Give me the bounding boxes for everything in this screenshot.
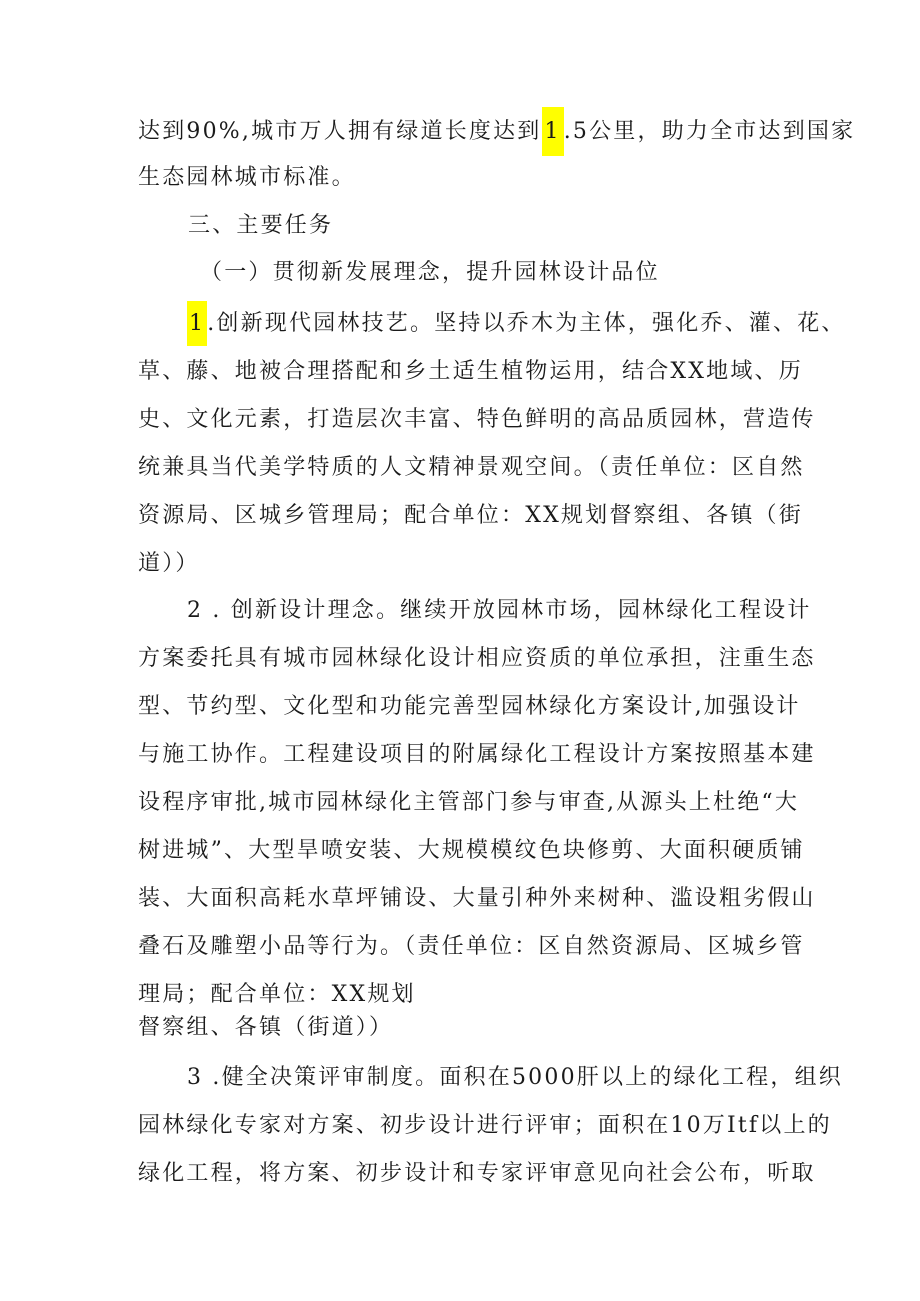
text-line: 3 .健全决策评审制度。面积在5000肝以上的绿化工程，组织 xyxy=(187,1065,843,1090)
text-line xyxy=(187,309,846,339)
text-line: 统兼具当代美学特质的人文精神景观空间。（责任单位：区自然 xyxy=(138,455,805,480)
text-line: 叠石及雕塑小品等行为。（责任单位：区自然资源局、区城乡管 xyxy=(138,934,805,959)
text-run: .创新现代园林技艺。坚持以乔木为主体，强化乔、灌、花、 xyxy=(207,311,846,336)
highlighted-text: 1 xyxy=(187,301,207,346)
text-line: 2 . 创新设计理念。继续开放园林市场，园林绿化工程设计 xyxy=(187,598,812,623)
section-heading: 三、主要任务 xyxy=(188,213,334,238)
text-line: 生态园林城市标准。 xyxy=(138,165,356,190)
text-run: .5公里，助力全市达到国家 xyxy=(563,119,856,144)
text-line: 园林绿化专家对方案、初步设计进行评审；面积在10万Itf以上的 xyxy=(138,1113,832,1138)
subsection-heading: （一）贯彻新发展理念，提升园林设计品位 xyxy=(200,260,660,285)
highlighted-text: 1 xyxy=(542,107,564,156)
text-line: 理局；配合单位：XX规划 xyxy=(138,982,416,1007)
text-line: 树进城”、大型旱喷安装、大规模模纹色块修剪、大面积硬质铺 xyxy=(138,838,805,863)
text-line: 督察组、各镇（街道）） xyxy=(138,1015,394,1040)
text-line: 道）） xyxy=(138,551,200,576)
text-line: 草、藤、地被合理搭配和乡土适生植物运用，结合XX地域、历 xyxy=(138,359,803,384)
text-line: 型、节约型、文化型和功能完善型园林绿化方案设计,加强设计 xyxy=(138,694,801,719)
text-line: 绿化工程，将方案、初步设计和专家评审意见向社会公布，听取 xyxy=(138,1161,816,1186)
text-line: 设程序审批,城市园林绿化主管部门参与审查,从源头上杜绝“大 xyxy=(138,790,800,815)
text-line: 史、文化元素，打造层次丰富、特色鲜明的高品质园林，营造传 xyxy=(138,407,816,432)
text-line xyxy=(138,117,855,147)
text-line: 与施工协作。工程建设项目的附属绿化工程设计方案按照基本建 xyxy=(138,742,816,767)
text-line: 资源局、区城乡管理局；配合单位：XX规划督察组、各镇（街 xyxy=(138,503,803,528)
text-line: 方案委托具有城市园林绿化设计相应资质的单位承担，注重生态 xyxy=(138,646,816,671)
text-run: 达到90%,城市万人拥有绿道长度达到 xyxy=(138,119,542,144)
text-line: 装、大面积高耗水草坪铺设、大量引种外来树种、滥设粗劣假山 xyxy=(138,886,816,911)
